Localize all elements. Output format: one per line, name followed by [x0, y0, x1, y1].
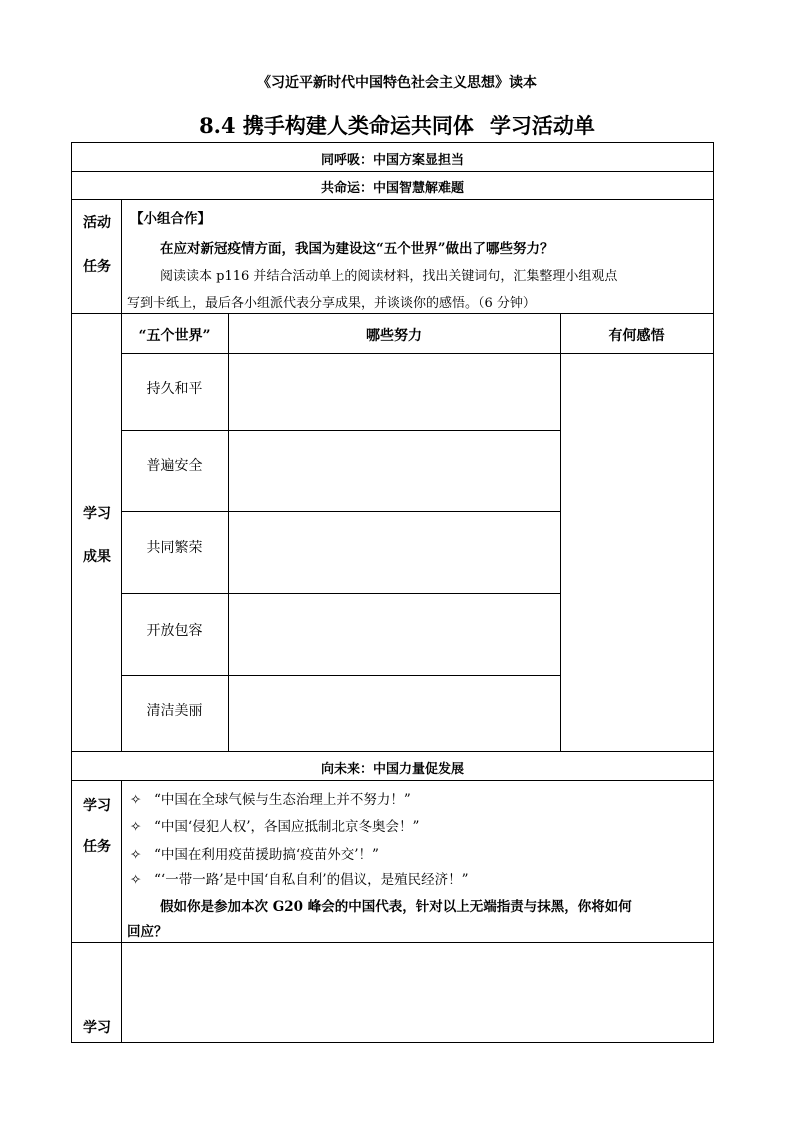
group-tag: 【小组合作】 [130, 211, 211, 227]
document-title [0, 110, 794, 140]
list-item: ✧ “‘一带一路’是中国‘自私自利’的倡议，是殖民经济！” [130, 872, 469, 888]
task2-question-2: 回应？ [127, 924, 168, 940]
section-fate: 共命运：中国智慧解难题 [320, 181, 464, 196]
results-col-divider-1 [228, 313, 229, 751]
rule-after-results [71, 751, 714, 752]
rule-after-task2 [71, 942, 714, 943]
results-row-rule-3 [121, 593, 561, 594]
results-row-rule-1 [121, 430, 561, 431]
col-header-efforts: 哪些努力 [366, 328, 422, 344]
activity-instruction-1: 阅读读本 p116 并结合活动单上的阅读材料，找出关键词句，汇集整理小组观点 [160, 269, 618, 284]
diamond-bullet-icon: ✧ [130, 847, 142, 863]
rule-after-fate [71, 199, 714, 200]
list-item: ✧ “中国在全球气候与生态治理上并不努力！” [130, 792, 411, 808]
list-item: ✧ “中国‘侵犯人权’，各国应抵制北京冬奥会！” [130, 819, 420, 835]
diamond-bullet-icon: ✧ [130, 819, 142, 835]
section-future: 向未来：中国力量促发展 [320, 762, 464, 777]
title-sub: 学习活动单 [489, 113, 595, 138]
label-divider-task [121, 780, 122, 1043]
row-clean-beautiful: 清洁美丽 [146, 703, 203, 719]
activity-label-1: 活动 [83, 215, 111, 231]
row-openness: 开放包容 [146, 623, 203, 639]
rule-after-breath [71, 171, 714, 172]
row-common-security: 普遍安全 [146, 458, 203, 474]
task2-label-1: 学习 [83, 798, 111, 814]
list-item: ✧ “中国在利用疫苗援助搞‘疫苗外交’！” [130, 847, 379, 863]
results-row-rule-4 [121, 675, 561, 676]
rule-after-activity [71, 313, 714, 314]
activity-question: 在应对新冠疫情方面，我国为建设这“五个世界”做出了哪些努力？ [160, 241, 554, 257]
col-header-reflections: 有何感悟 [608, 328, 665, 344]
task2-question-1: 假如你是参加本次 G20 峰会的中国代表，针对以上无端指责与抹黑，你将如何 [160, 899, 632, 915]
col-header-worlds: “五个世界” [138, 328, 211, 344]
results-header-rule [121, 353, 714, 354]
document-subtitle: 《习近平新时代中国特色社会主义思想》读本 [257, 75, 537, 91]
results-col-divider-2 [560, 313, 561, 751]
task2-label-2: 任务 [83, 839, 111, 855]
last-label: 学习 [83, 1020, 111, 1036]
rule-after-future [71, 780, 714, 781]
results-row-rule-2 [121, 511, 561, 512]
diamond-bullet-icon: ✧ [130, 872, 142, 888]
results-label-2: 成果 [83, 549, 111, 565]
title-main: 8.4 携手构建人类命运共同体 [199, 113, 474, 138]
activity-label-2: 任务 [83, 259, 111, 275]
row-common-prosperity: 共同繁荣 [146, 540, 203, 556]
results-label-1: 学习 [83, 506, 111, 522]
table-border-right [713, 142, 714, 1043]
row-lasting-peace: 持久和平 [146, 381, 203, 397]
table-border-bottom [71, 1042, 714, 1043]
table-border-left [71, 142, 72, 1043]
activity-instruction-2: 写到卡纸上，最后各小组派代表分享成果，并谈谈你的感悟。（6 分钟） [127, 296, 536, 311]
diamond-bullet-icon: ✧ [130, 792, 142, 808]
section-breath: 同呼吸：中国方案显担当 [320, 153, 464, 168]
table-border-top [71, 142, 714, 143]
